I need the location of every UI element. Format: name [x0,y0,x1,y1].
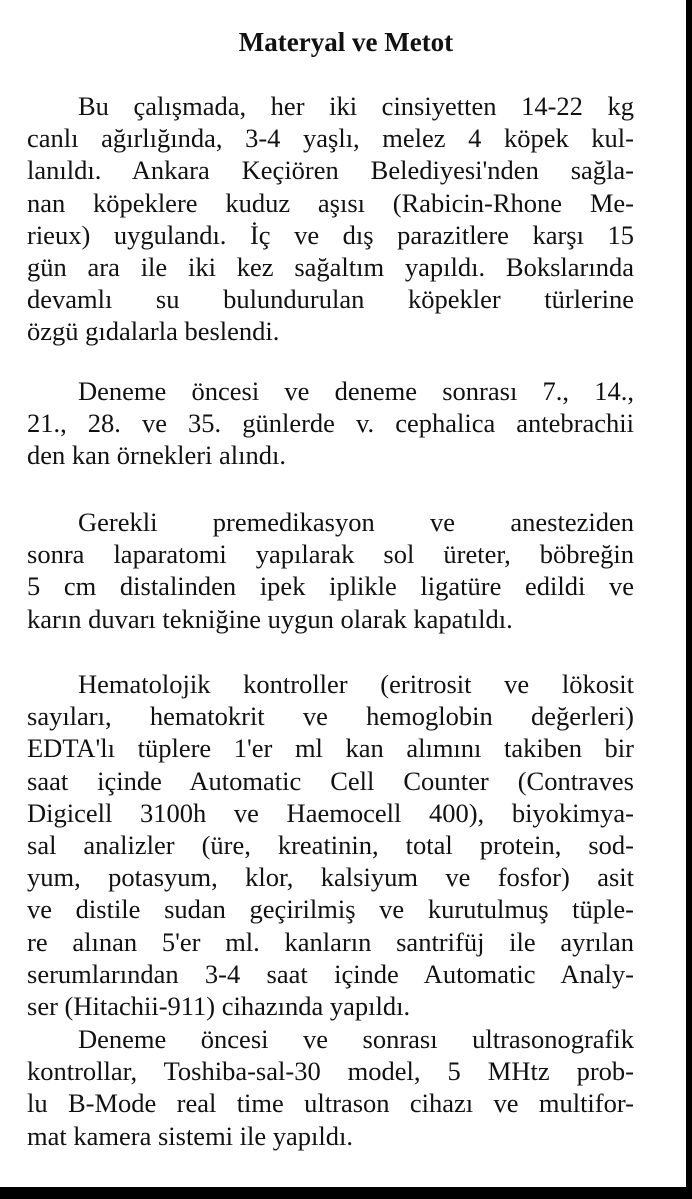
text-line: ve distile sudan geçirilmiş ve kurutulmuş tüple- [27,894,634,925]
text-line: re alınan 5'er ml. kanların santrifüj ile ayrılan [27,926,634,957]
text-line: serumlarından 3-4 saat içinde Automatic Analy- [27,958,634,989]
text-line: kontrollar, Toshiba-sal-30 model, 5 MHtz prob- [27,1056,634,1087]
text-line: nan köpeklere kuduz aşısı (Rabicin-Rhone Me- [27,187,634,218]
text-line: lu B-Mode real time ultrason cihazı ve multifor- [27,1088,634,1119]
page-border-bottom [0,1187,692,1199]
page-border-right [686,0,692,1199]
text-line: Hematolojik kontroller (eritrosit ve lökosit [78,669,634,699]
section-title: Materyal ve Metot [238,27,454,57]
text-line: 21., 28. ve 35. günlerde v. cephalica antebrachii [27,408,634,439]
text-line: EDTA'lı tüplere 1'er ml kan alımını takiben bir [27,733,634,764]
text-line: ser (Hitachii-911) cihazında yapıldı. [27,991,411,1022]
text-line: yum, potasyum, klor, kalsiyum ve fosfor) asit [27,862,634,893]
text-line: lanıldı. Ankara Keçiören Belediyesi'nden sağla- [27,155,634,186]
text-line: Gerekli premedikasyon ve anesteziden [78,507,634,537]
text-line: özgü gıdalarla beslendi. [27,316,280,347]
paragraph-surgery [27,506,634,635]
paragraph-materials [27,90,634,348]
paragraph-blood-sampling [27,375,634,472]
text-line: Digicell 3100h ve Haemocell 400), biyokimya- [27,797,634,828]
paragraph-ultrasonography [27,1023,634,1152]
text-line: karın duvarı tekniğine uygun olarak kapatıldı. [27,603,513,634]
text-line: devamlı su bulundurulan köpekler türlerine [27,284,634,315]
text-line: gün ara ile iki kez sağaltım yapıldı. Bokslarında [27,252,634,283]
text-line: Deneme öncesi ve sonrası ultrasonografik [78,1024,634,1054]
text-line: sonra laparatomi yapılarak sol üreter, böbreğin [27,539,634,570]
text-line: canlı ağırlığında, 3-4 yaşlı, melez 4 köpek kul- [27,123,634,154]
text-line: rieux) uygulandı. İç ve dış parazitlere karşı 15 [27,219,634,250]
text-line: 5 cm distalinden ipek iplikle ligatüre edildi ve [27,571,634,602]
text-line: den kan örnekleri alındı. [27,440,287,471]
text-line: Bu çalışmada, her iki cinsiyetten 14-22 kg [78,91,634,121]
text-line: Deneme öncesi ve deneme sonrası 7., 14., [78,376,634,406]
paragraph-hematology [27,668,634,1022]
text-line: sal analizler (üre, kreatinin, total protein, sod- [27,830,634,861]
text-line: saat içinde Automatic Cell Counter (Contraves [27,765,634,796]
text-line: mat kamera sistemi ile yapıldı. [27,1120,354,1151]
text-line: sayıları, hematokrit ve hemoglobin değerleri) [27,701,634,732]
